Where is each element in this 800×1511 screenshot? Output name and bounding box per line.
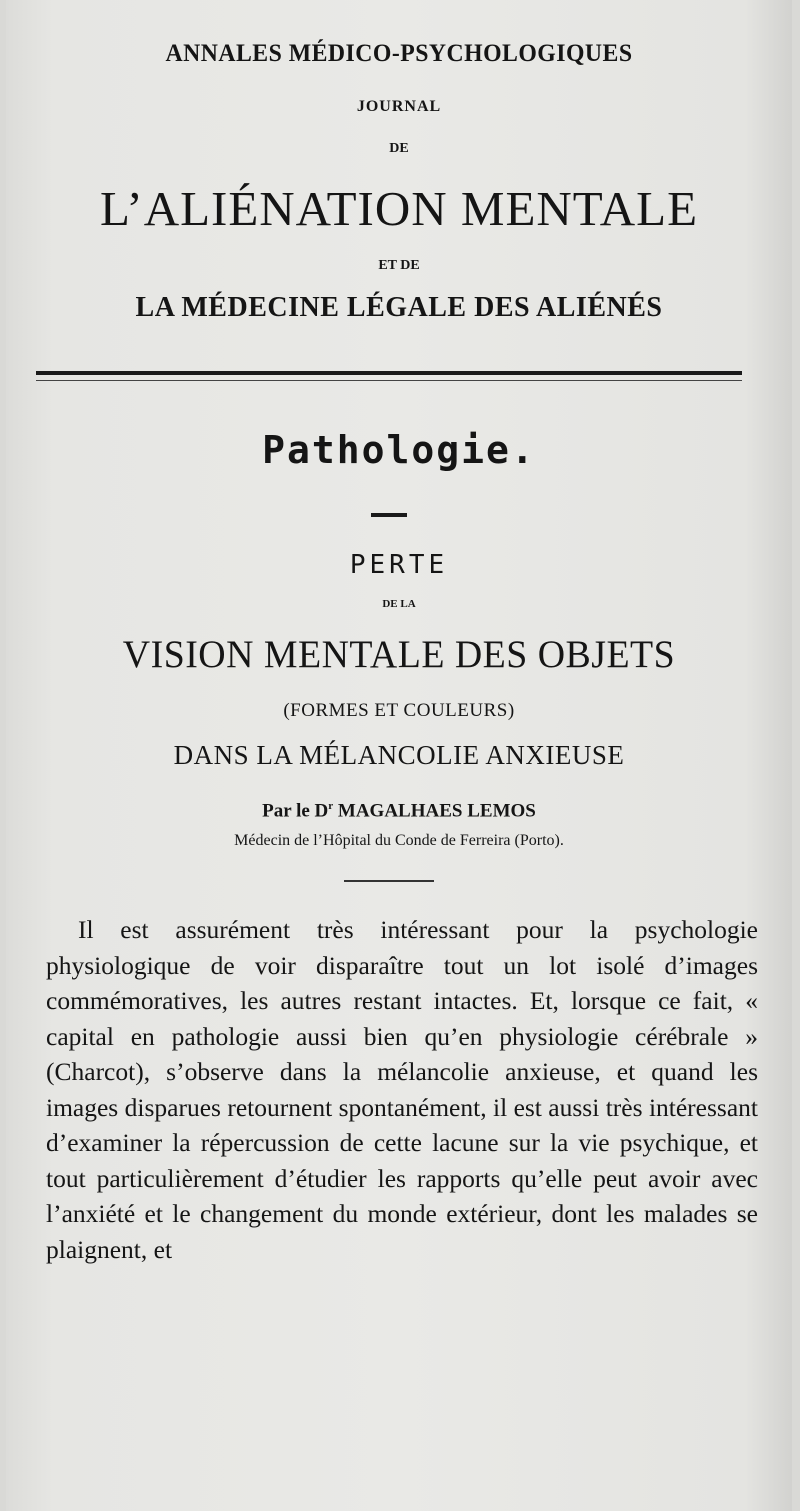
byline-prefix: Par le D	[262, 800, 329, 822]
header-rule-thick	[36, 371, 742, 375]
header-rule-thin	[36, 380, 742, 381]
body-paragraph: Il est assurément très intéressant pour la psychologie physiologique de voir disparaître tout un lot isolé d’images commémoratives, les autres restant intactes. Et, lorsque ce fait, « capital en pathologie aussi bien qu’en physiologie cérébrale » (Charcot), s’observe dans la mélancolie anxieuse, et quand les images disparues retournent spontanément, il est aussi très intéressant d’examiner la répercussion de cette lacune sur la vie psychique, et tout particulièrement d’étudier les rapports qu’elle peut avoir avec l’anxiété et le changement du monde extérieur, dont les malades se plaignent, et	[46, 915, 758, 1264]
article-title-perte: PERTE	[349, 550, 449, 580]
byline	[6, 800, 792, 822]
journal-title: ANNALES MÉDICO-PSYCHOLOGIQUES	[165, 40, 633, 67]
article-title-main: VISION MENTALE DES OBJETS	[122, 633, 676, 676]
article-title-de-la: DE LA	[382, 598, 416, 610]
section-heading: Pathologie.	[262, 428, 536, 472]
journal-subtitle-journal: JOURNAL	[356, 98, 442, 115]
byline-name: MAGALHAES LEMOS	[337, 800, 536, 822]
article-title-parenthetical: (FORMES ET COULEURS)	[283, 700, 515, 721]
journal-subtitle-de: DE	[389, 141, 409, 156]
affiliation: Médecin de l’Hôpital du Conde de Ferreira (Porto).	[234, 832, 564, 849]
journal-subtitle-medecine: LA MÉDECINE LÉGALE DES ALIÉNÉS	[135, 292, 663, 323]
section-dash	[371, 513, 407, 517]
article-title-melancolie: DANS LA MÉLANCOLIE ANXIEUSE	[173, 740, 625, 770]
journal-main-title: L’ALIÉNATION MENTALE	[99, 181, 699, 236]
byline-separator	[344, 880, 434, 882]
journal-subtitle-et-de: ET DE	[378, 258, 420, 273]
body-text	[46, 912, 758, 1267]
byline-sup: r	[328, 800, 334, 812]
scanned-page	[6, 0, 792, 1511]
